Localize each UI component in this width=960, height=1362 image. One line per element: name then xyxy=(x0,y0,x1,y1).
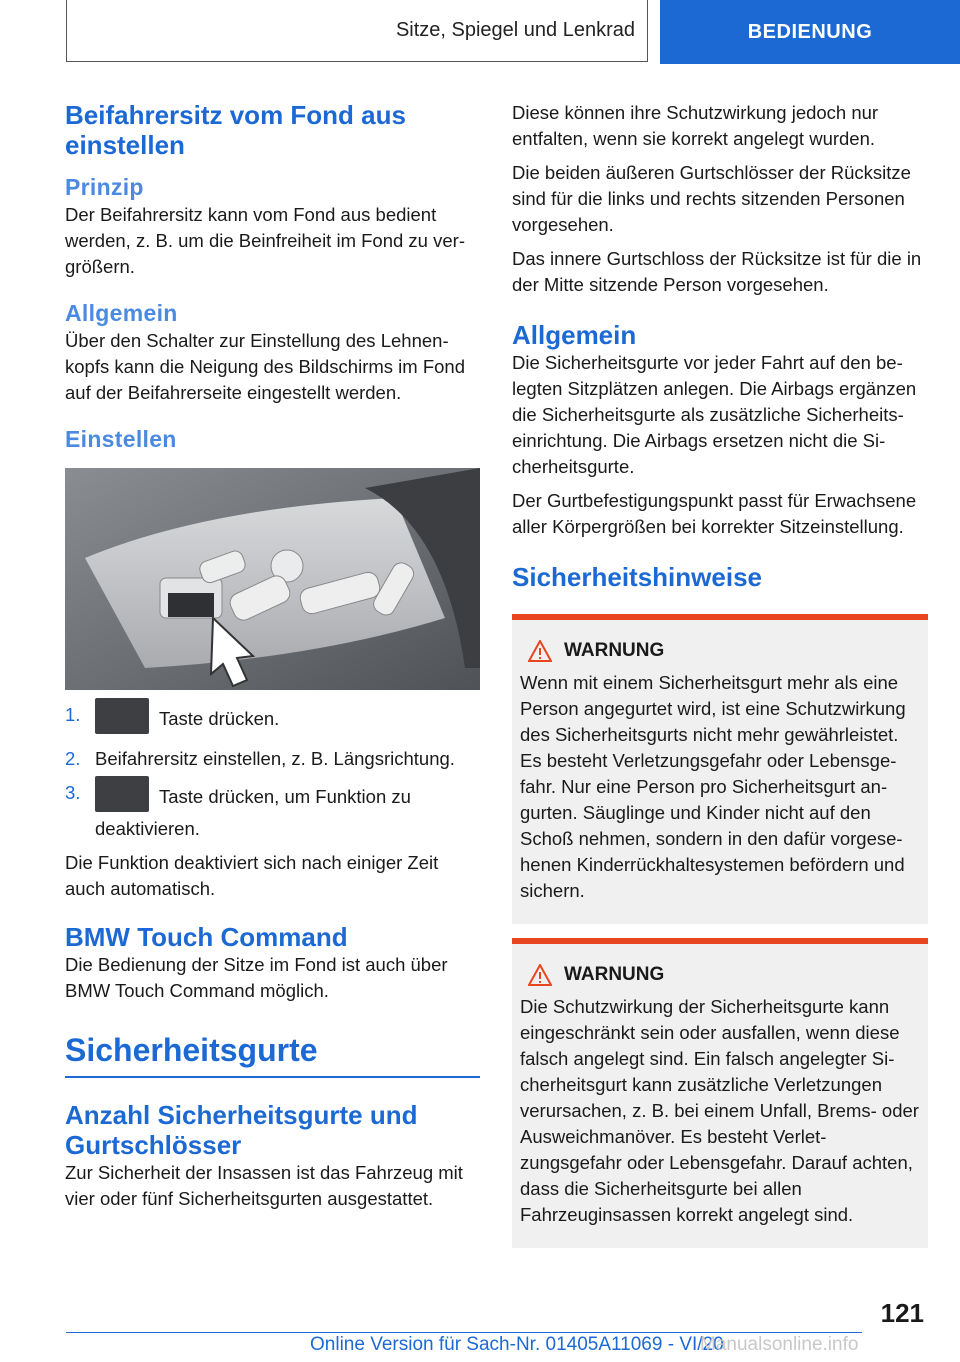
footer-divider xyxy=(66,1332,862,1333)
page-header xyxy=(66,0,960,64)
heading-beifahrersitz: Beifahrersitz vom Fond aus einstellen xyxy=(65,100,406,160)
heading-anzahl: Anzahl Sicherheitsgurte und Gurtschlösser xyxy=(65,1100,418,1160)
footer-online-version: Online Version für Sach-Nr. 01405A11069 - VI/20 xyxy=(310,1334,724,1355)
steps-list xyxy=(65,702,480,842)
heading-sicherheitsgurte: Sicherheitsgurte xyxy=(65,1032,318,1068)
warning-triangle-icon xyxy=(528,964,552,986)
auto-text: Die Funktion deaktiviert sich nach einiger Zeit auch automatisch. xyxy=(65,852,439,899)
warning-text-2: Die Schutzwirkung der Sicherheitsgurte kann eingeschränkt sein oder ausfallen, wenn diese falsch angelegt sind. Ein falsch angelegter Sicherheitsgurt kann zusätzliche Verletzungen verursachen, z. B. bei einem Unfall, Brems- oder Ausweichmanöver. Es besteht Verletzungsgefahr oder Lebensgefahr. Darauf achten, dass die Sicherheitsgurte bei allen Fahrzeuginsassen korrekt angelegt sind. xyxy=(520,996,919,1225)
heading-touch-command: BMW Touch Command xyxy=(65,922,348,952)
right-column xyxy=(512,100,928,1248)
list-item: 3. Taste drücken, um Funktion zu deaktivieren. xyxy=(65,780,480,842)
prinzip-text: Der Beifahrersitz kann vom Fond aus bedient werden, z. B. um die Beinfreiheit im Fond zu vergrößern. xyxy=(65,204,465,277)
warning-title: WARNUNG xyxy=(520,964,920,986)
chapter-tab[interactable]: BEDIENUNG xyxy=(660,0,960,64)
page-number: 121 xyxy=(880,1298,924,1328)
heading-einstellen: Einstellen xyxy=(65,426,177,452)
right-text-1: Diese können ihre Schutzwirkung jedoch nur entfalten, wenn sie korrekt angelegt wurden. xyxy=(512,102,879,149)
seat-button-icon xyxy=(95,776,149,812)
warning-box-2 xyxy=(512,938,928,1248)
allgemein-right-text-1: Die Sicherheitsgurte vor jeder Fahrt auf den belegten Sitzplätzen anlegen. Die Airbags ergänzen die Sicherheitsgurte als zusätzliche Sicherheitseinrichtung. Die Airbags ersetzen nicht die Sicherheitsgurte. xyxy=(512,352,917,477)
allgemein-right-text-2: Der Gurtbefestigungspunkt passt für Erwachsene aller Körpergrößen bei korrekter Sitzeinstellung. xyxy=(512,490,917,537)
allgemein-text: Über den Schalter zur Einstellung des Lehnenkopfs kann die Neigung des Bildschirms im Fond auf der Beifahrerseite eingestellt werden. xyxy=(65,330,465,403)
section-divider xyxy=(65,1076,480,1078)
right-text-3: Das innere Gurtschloss der Rücksitze ist für die in der Mitte sitzende Person vorgesehen. xyxy=(512,248,922,295)
seat-button-icon xyxy=(95,698,149,734)
heading-prinzip: Prinzip xyxy=(65,174,144,200)
warning-text-1: Wenn mit einem Sicherheitsgurt mehr als eine Person angegurtet wird, ist eine Schutzwirkung des Sicherheitsgurts nicht mehr gewährleistet. Es besteht Verletzungsgefahr oder Lebensgefahr. Nur eine Person pro Sicherheitsgurt angurten. Säuglinge und Kinder nicht auf den Schoß nehmen, sondern in den dafür vorgesehenen Kinderrückhaltesystemen befördern und sichern. xyxy=(520,672,906,901)
list-item: 2. Beifahrersitz einstellen, z. B. Längsrichtung. xyxy=(65,748,455,769)
warning-box-1 xyxy=(512,614,928,924)
seat-panel-illustration xyxy=(65,468,480,690)
watermark: Manualsonline.info xyxy=(700,1334,859,1355)
left-column xyxy=(65,100,480,1220)
heading-allgemein-right: Allgemein xyxy=(512,320,637,350)
seat-control-image xyxy=(65,468,480,690)
anzahl-text: Zur Sicherheit der Insassen ist das Fahrzeug mit vier oder fünf Sicherheitsgurten ausgestattet. xyxy=(65,1162,463,1209)
section-title: Sitze, Spiegel und Lenkrad xyxy=(66,0,648,62)
warning-triangle-icon xyxy=(528,640,552,662)
touch-text: Die Bedienung der Sitze im Fond ist auch über BMW Touch Command möglich. xyxy=(65,954,448,1001)
list-item: 1. Taste drücken. xyxy=(65,702,480,738)
warning-title: WARNUNG xyxy=(520,640,920,662)
heading-sicherheitshinweise: Sicherheitshinweise xyxy=(512,562,762,592)
heading-allgemein: Allgemein xyxy=(65,300,178,326)
right-text-2: Die beiden äußeren Gurtschlösser der Rücksitze sind für die links und rechts sitzenden Personen vorgesehen. xyxy=(512,162,911,235)
